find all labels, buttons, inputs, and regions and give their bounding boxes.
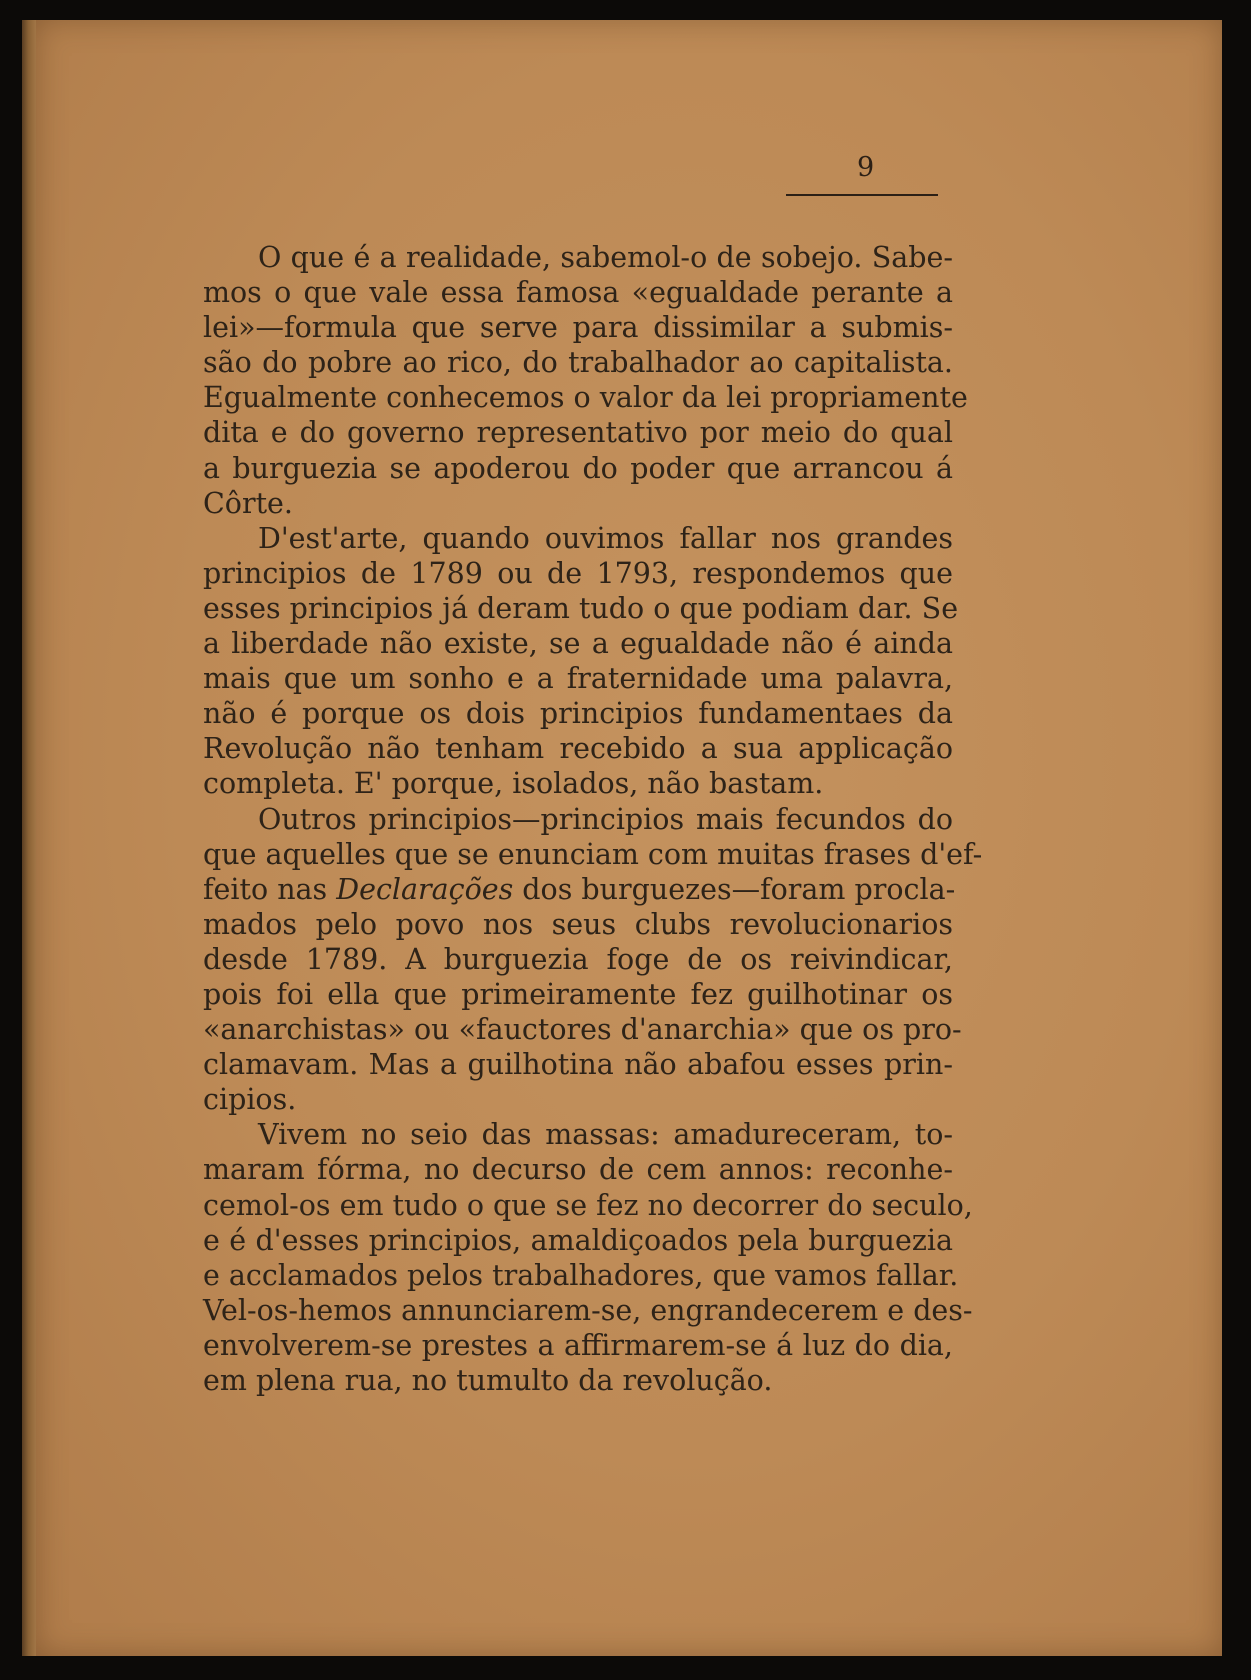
- text-line: cemol-os em tudo o que se fez no decorrer do seculo,: [203, 1188, 973, 1222]
- paragraph: [203, 802, 983, 1118]
- text-line: Egualmente conhecemos o valor da lei propriamente: [203, 381, 968, 415]
- italic-title: Declarações: [336, 872, 514, 906]
- text-line: dita e do governo representativo por meio do qual: [203, 416, 953, 450]
- text-line: clamavam. Mas a guilhotina não abafou esses prin-: [203, 1048, 953, 1082]
- paragraph: [203, 521, 959, 802]
- text-line: mados pelo povo nos seus clubs revolucionarios: [203, 907, 953, 941]
- text-line: maram fórma, no decurso de cem annos: reconhe-: [203, 1153, 953, 1187]
- text-line: a burguezia se apoderou do poder que arrancou á: [203, 451, 953, 485]
- text-line: são do pobre ao rico, do trabalhador ao capitalista.: [203, 346, 953, 380]
- text-line: completa. E' porque, isolados, não bastam.: [203, 767, 824, 801]
- text-line: mais que um sonho e a fraternidade uma palavra,: [203, 662, 953, 696]
- text-line: lei»—formula que serve para dissimilar a submis-: [203, 311, 953, 345]
- text-line: envolverem-se prestes a affirmarem-se á luz do dia,: [203, 1328, 953, 1362]
- text-line: a liberdade não existe, se a egualdade não é ainda: [203, 627, 953, 661]
- text-line: pois foi ella que primeiramente fez guilhotinar os: [203, 977, 953, 1011]
- text-line: que aquelles que se enunciam com muitas frases d'ef-: [203, 837, 983, 871]
- text-line: «anarchistas» ou «fauctores d'anarchia» que os pro-: [203, 1013, 962, 1047]
- text-line: mos o que vale essa famosa «egualdade perante a: [203, 276, 953, 310]
- text-line: desde 1789. A burguezia foge de os reivindicar,: [203, 942, 953, 976]
- text-line: Revolução não tenham recebido a sua applicação: [203, 732, 953, 766]
- text-line: cipios.: [203, 1083, 297, 1117]
- page-number-rule: [786, 194, 938, 196]
- text-line: Vivem no seio das massas: amadureceram, to-: [258, 1118, 953, 1152]
- text-line: e é d'esses principios, amaldiçoados pela burguezia: [203, 1223, 953, 1257]
- text-line: esses principios já deram tudo o que podiam dar. Se: [203, 591, 959, 625]
- text-line: principios de 1789 ou de 1793, respondemos que: [203, 556, 953, 590]
- paragraph: [203, 240, 968, 521]
- text-line: Outros principios—principios mais fecundos do: [258, 802, 953, 836]
- text-line: D'est'arte, quando ouvimos fallar nos grandes: [258, 521, 953, 555]
- text-line: e acclamados pelos trabalhadores, que vamos fallar.: [203, 1258, 959, 1292]
- text-line: Vel-os-hemos annunciarem-se, engrandecerem e des-: [203, 1293, 973, 1327]
- text-line: em plena rua, no tumulto da revolução.: [203, 1364, 773, 1397]
- paragraph: [203, 1117, 973, 1398]
- text-line: feito nas Declarações dos burguezes—foram procla-: [203, 872, 956, 906]
- page-number: 9: [857, 152, 875, 183]
- text-line: O que é a realidade, sabemol-o de sobejo. Sabe-: [258, 241, 953, 274]
- text-line: não é porque os dois principios fundamentaes da: [203, 697, 953, 731]
- text-line: Côrte.: [203, 486, 293, 520]
- body-text: [203, 240, 983, 1398]
